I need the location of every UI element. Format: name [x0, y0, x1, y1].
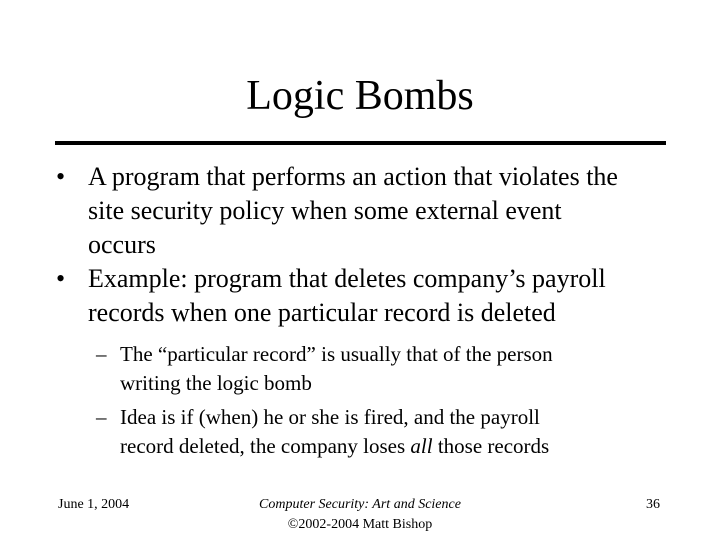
bullet-line: A program that performs an action that violates the — [88, 162, 618, 191]
bullet-line: occurs — [88, 230, 156, 259]
footer-copyright: ©2002-2004 Matt Bishop — [287, 517, 433, 532]
slide-title: Logic Bombs — [246, 73, 474, 119]
emphasis-text: all — [410, 434, 433, 458]
sub-bullet-line: writing the logic bomb — [120, 371, 312, 395]
sub-bullet-text: record deleted, the company loses — [120, 434, 411, 458]
sub-bullet-item — [96, 340, 656, 398]
sub-bullet-marker: – — [96, 342, 107, 366]
bullet-item — [56, 160, 686, 262]
footer-date: June 1, 2004 — [58, 497, 130, 512]
page-number: 36 — [646, 497, 660, 512]
bullet-marker: • — [56, 264, 66, 293]
sub-bullet-item — [96, 403, 656, 461]
footer-credit — [210, 495, 510, 535]
sub-bullet-list — [96, 340, 656, 466]
sub-bullet-line — [120, 432, 656, 461]
bullet-list — [56, 160, 686, 330]
footer-book-title: Computer Security: Art and Science — [259, 497, 461, 512]
bullet-line: site security policy when some external event — [88, 196, 562, 225]
sub-bullet-line: The “particular record” is usually that of the person — [120, 342, 553, 366]
bullet-line: Example: program that deletes company’s payroll — [88, 264, 606, 293]
sub-bullet-line: Idea is if (when) he or she is fired, and the payroll — [120, 405, 540, 429]
bullet-marker: • — [56, 162, 66, 191]
title-divider — [55, 141, 666, 145]
bullet-line: records when one particular record is deleted — [88, 298, 556, 327]
bullet-item — [56, 262, 686, 330]
sub-bullet-text: those records — [432, 434, 550, 458]
sub-bullet-marker: – — [96, 405, 107, 429]
